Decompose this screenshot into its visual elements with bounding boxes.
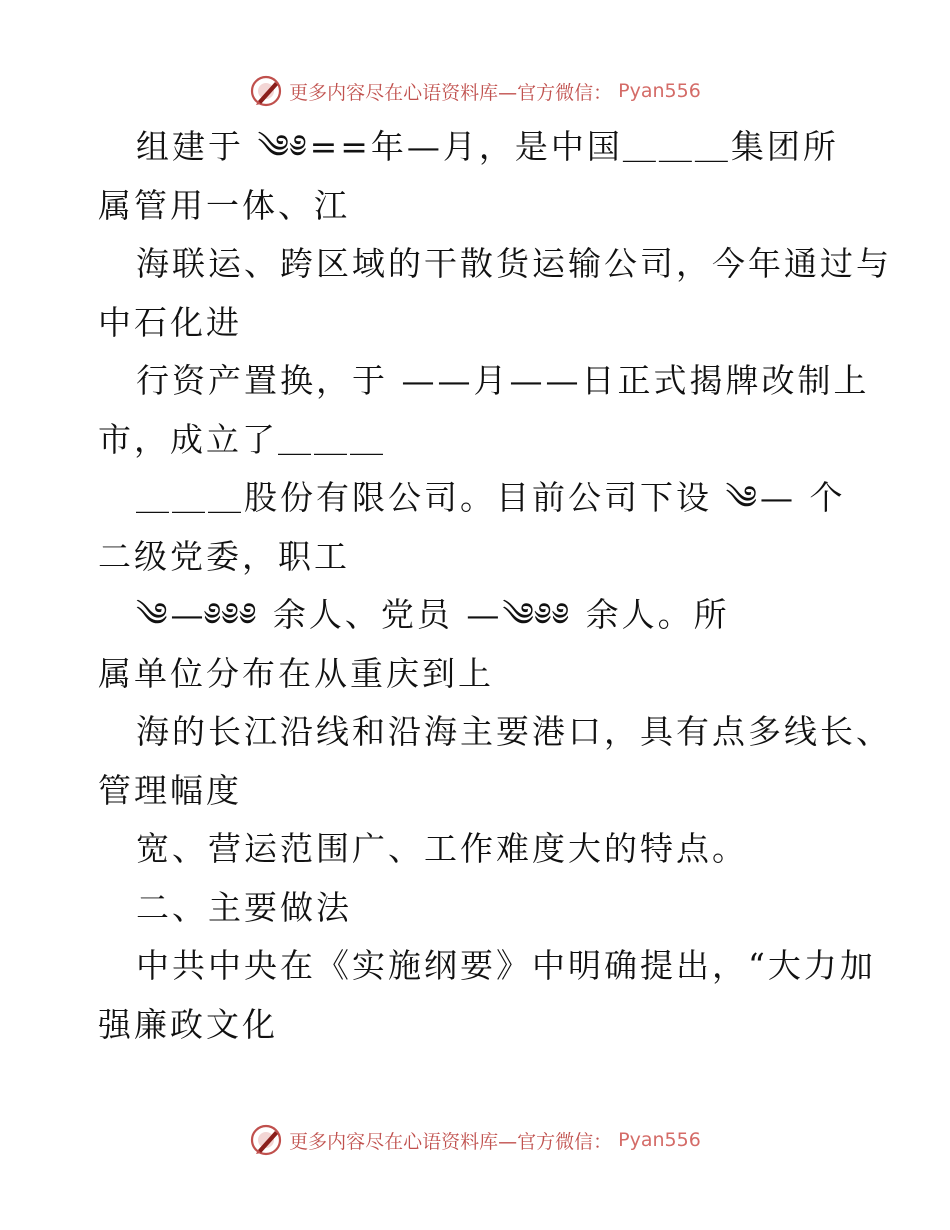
watermark-wechat-handle: Pyan556 <box>618 1129 701 1151</box>
text-line: 海联运、跨区域的干散货运输公司，今年通过与 <box>136 244 892 283</box>
text-line: 中石化进 <box>98 302 242 342</box>
text-line: ＿＿＿股份有限公司。目前公司下设 ༄— 个 <box>136 478 846 517</box>
text-line: 属管用一体、江 <box>98 185 350 225</box>
watermark-text: 更多内容尽在心语资料库—官方微信： <box>289 1130 613 1153</box>
header-watermark <box>0 71 950 111</box>
document-body <box>98 118 892 1054</box>
text-line: 管理幅度 <box>98 770 242 810</box>
text-line: 组建于 ༄༅==年—月，是中国＿＿＿集团所 <box>136 127 839 166</box>
watermark-text: 更多内容尽在心语资料库—官方微信： <box>289 81 613 104</box>
text-line: 宽、营运范围广、工作难度大的特点。 <box>136 829 748 868</box>
footer-watermark <box>0 1120 950 1160</box>
text-line: 行资产置换，于 ——月——日正式揭牌改制上 <box>136 361 870 400</box>
pen-logo-icon <box>249 74 283 108</box>
text-line: 强廉政文化 <box>98 1004 278 1044</box>
text-line: 海的长江沿线和沿海主要港口，具有点多线长、 <box>136 712 892 751</box>
section-heading: 二、主要做法 <box>136 887 352 927</box>
pen-logo-icon <box>249 1123 283 1157</box>
text-line: ༄—༅༅༅ 余人、党员 —༄༅༅ 余人。所 <box>136 595 730 634</box>
watermark-wechat-handle: Pyan556 <box>618 80 701 102</box>
text-line: 属单位分布在从重庆到上 <box>98 653 494 693</box>
text-line: 中共中央在《实施纲要》中明确提出，“大力加 <box>136 946 876 985</box>
text-line: 市，成立了＿＿＿ <box>98 419 386 459</box>
text-line: 二级党委，职工 <box>98 536 350 576</box>
